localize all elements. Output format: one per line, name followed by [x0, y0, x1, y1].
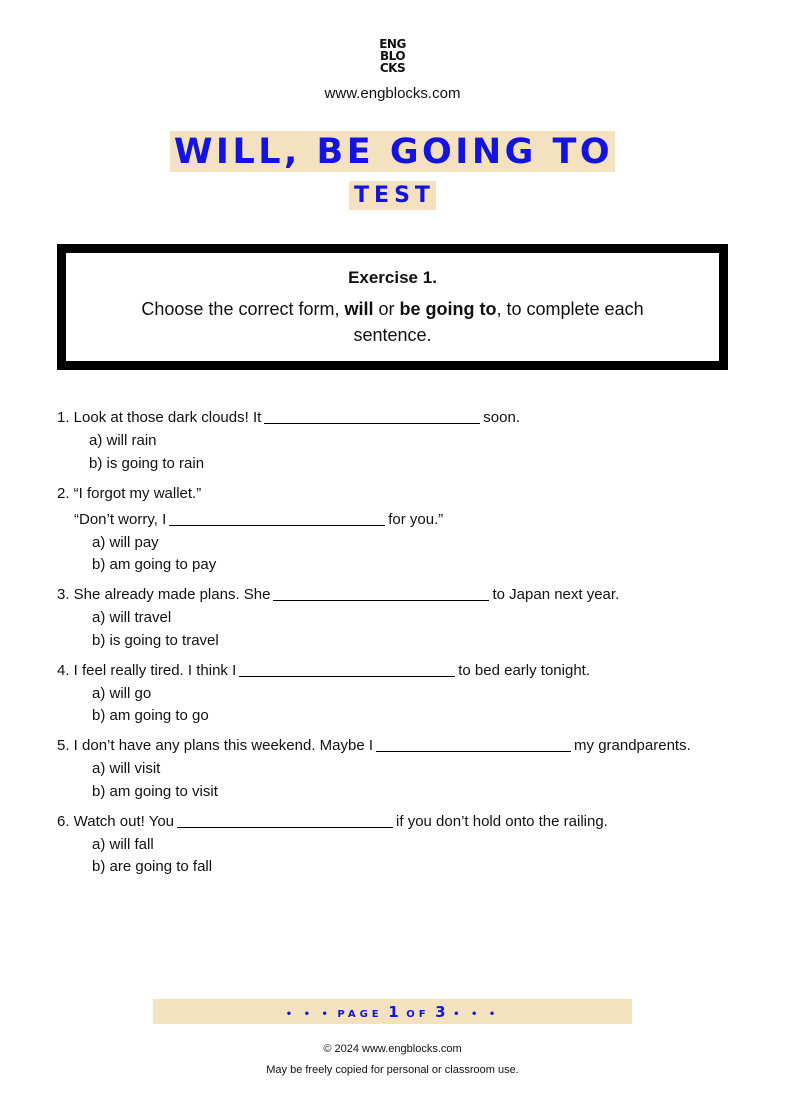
option-a: a) will fall: [92, 835, 154, 853]
answer-blank[interactable]: [169, 509, 385, 526]
question-text-end: if you don’t hold onto the railing.: [396, 812, 608, 830]
page-indicator: [153, 999, 632, 1024]
question-text-end: soon.: [483, 409, 520, 426]
answer-blank[interactable]: [273, 584, 489, 601]
option-b: b) are going to fall: [92, 858, 213, 875]
answer-blank[interactable]: [264, 407, 480, 424]
license-note: May be freely copied for personal or classroom use.: [266, 1064, 519, 1076]
logo-line-2: BLO: [379, 49, 406, 63]
instruction-pre: Choose the correct form,: [141, 299, 345, 319]
question-text-end: to bed early tonight.: [458, 661, 591, 679]
question-text: 2. “I forgot my wallet.”: [57, 484, 202, 502]
of-label: OF: [406, 1009, 430, 1020]
exercise-instructions-box: [57, 244, 728, 370]
instruction-post: , to complete each sentence.: [353, 299, 644, 345]
question-3: [57, 583, 757, 652]
instruction-will: will: [344, 299, 374, 319]
copyright: © 2024 www.engblocks.com: [323, 1043, 462, 1055]
dots-left: • • •: [285, 1009, 332, 1020]
page-title: WILL, BE GOING TO: [170, 131, 615, 172]
question-text: 5. I don’t have any plans this weekend. Maybe I: [57, 737, 374, 754]
question-text-end: for you.”: [388, 510, 444, 528]
engblocks-logo: [0, 38, 785, 74]
option-b: b) am going to go: [92, 707, 209, 724]
page-label: PAGE: [337, 1009, 383, 1020]
option-a: a) will pay: [92, 533, 159, 551]
question-text-end: my grandparents.: [574, 737, 691, 754]
option-a: a) will visit: [92, 760, 161, 777]
option-b: b) is going to rain: [89, 454, 205, 472]
option-a: a) will travel: [92, 609, 172, 626]
site-url: www.engblocks.com: [324, 85, 461, 102]
answer-blank[interactable]: [177, 811, 393, 828]
instruction-mid: or: [373, 299, 400, 319]
option-b: b) am going to visit: [92, 782, 218, 800]
page-total: 3: [435, 1003, 448, 1021]
exercise-instruction: [116, 296, 669, 348]
logo-line-1: ENG: [379, 37, 406, 51]
exercise-title: Exercise 1.: [348, 268, 437, 287]
option-b: b) am going to pay: [92, 556, 217, 573]
option-a: a) will rain: [89, 432, 157, 449]
answer-blank[interactable]: [376, 735, 571, 752]
answer-blank[interactable]: [239, 660, 455, 677]
question-text: 6. Watch out! You: [57, 812, 175, 830]
question-text: 1. Look at those dark clouds! It: [57, 409, 262, 426]
question-text: “Don’t worry, I: [74, 510, 167, 528]
option-b: b) is going to travel: [92, 631, 219, 649]
instruction-be-going-to: be going to: [399, 299, 497, 319]
page-subtitle: TEST: [349, 181, 436, 210]
page-current: 1: [388, 1003, 401, 1021]
logo-line-3: CKS: [379, 61, 406, 75]
question-5: [57, 734, 757, 803]
question-text: 3. She already made plans. She: [57, 586, 271, 603]
question-text-end: to Japan next year.: [492, 586, 620, 603]
question-list: [57, 406, 757, 879]
option-a: a) will go: [92, 684, 152, 702]
question-4: [57, 659, 757, 728]
question-text: 4. I feel really tired. I think I: [57, 661, 237, 679]
question-6: [57, 810, 757, 879]
dots-right: • • •: [453, 1009, 500, 1020]
question-2: [57, 482, 757, 577]
question-1: [57, 406, 757, 475]
